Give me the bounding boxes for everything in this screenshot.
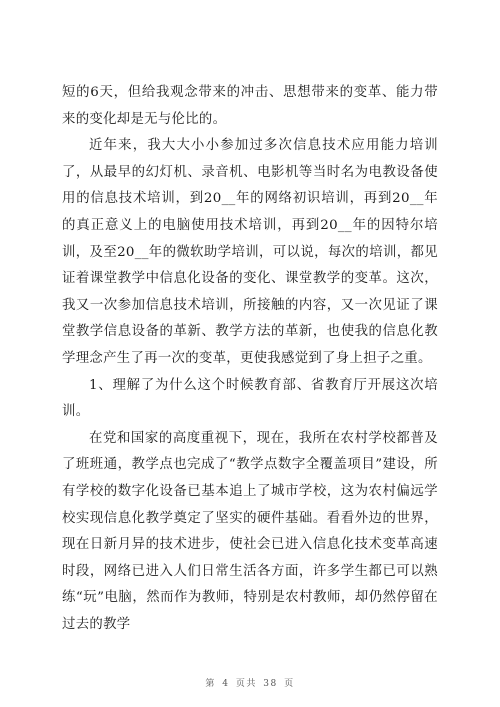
page-number: 4 [222,679,230,689]
page-footer [0,676,500,689]
paragraph: 在党和国家的高度重视下，现在，我所在农村学校都普及了班班通，教学点也完成了“教学点数字全覆盖项目”建设，所有学校的数字化设备已基本追上了城市学校，这为农村偏远学校实现信息化教学奠定了坚实的硬件基础。看看外边的世界，现在日新月异的技术进步，使社会已进入信息化技术变革高速时段，网络已进入人们日常生活各方面，许多学生都已可以熟练“玩”电脑，然而作为教师，特别是农村教师，却仍然停留在过去的教学 [62,430,438,632]
paragraph: 短的6天，但给我观念带来的冲击、思想带来的变革、能力带来的变化却是无与伦比的。 [62,85,438,127]
body-text [62,80,438,638]
footer-middle: 页共 [235,679,257,689]
paragraph-heading: 1、理解了为什么这个时候教育部、省教育厅开展这次培训。 [62,377,438,420]
paragraph: 近年来，我大大小小参加过多次信息技术应用能力培训了，从最早的幻灯机、录音机、电影机等当时名为电教设备使用的信息技术培训，到20__年的网络初识培训，再到20__年的真正意义上的电脑使用技术培训，再到20__年的因特尔培训，及至20__年的微软助学培训，可以说，每次的培训，都见证着课堂教学中信息化设备的变化、课堂教学的变革。这次，我又一次参加信息技术培训，所接触的内容，又一次见证了课堂教学信息设备的革新、教学方法的革新，也使我的信息化教学理念产生了再一次的变革，更使我感觉到了身上担子之重。 [62,138,438,366]
footer-prefix: 第 [205,679,216,689]
total-pages: 38 [263,679,278,689]
footer-suffix: 页 [284,679,295,689]
